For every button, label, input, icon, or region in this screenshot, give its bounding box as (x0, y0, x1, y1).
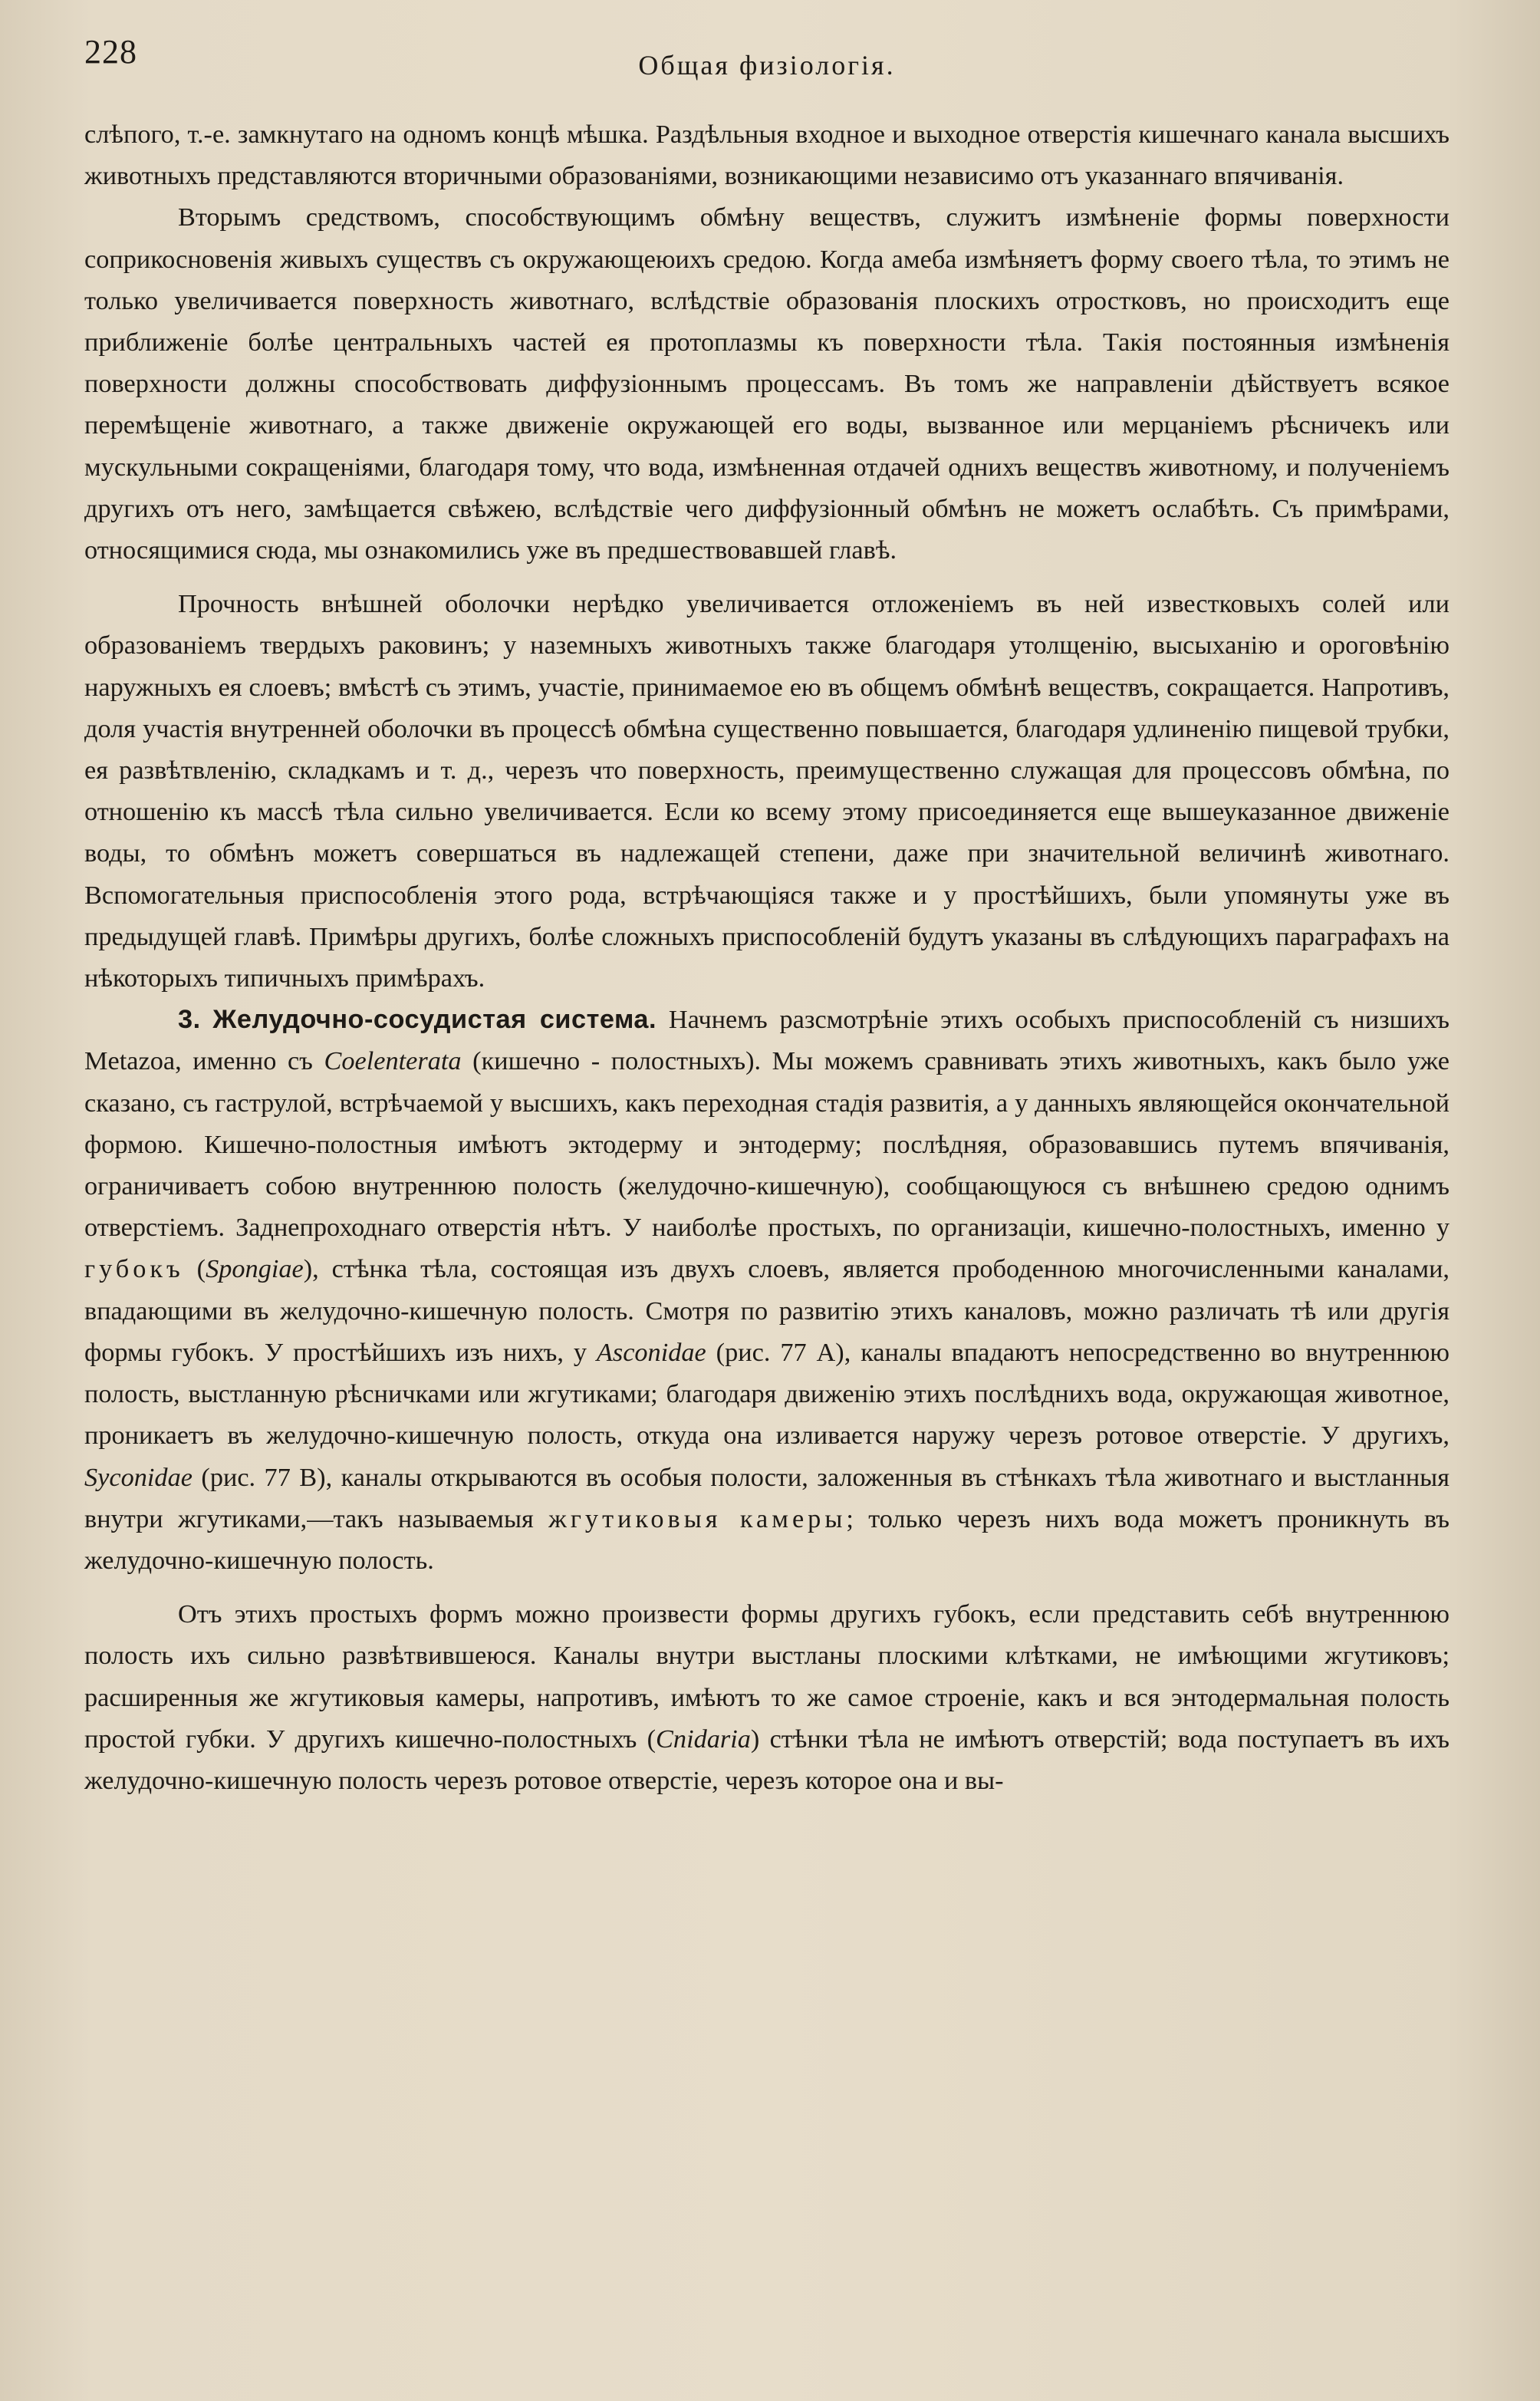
paragraph-gastrovascular-system: 3. Желудочно-сосудистая система. Начнемъ разсмотрѣніе этихъ особыхъ приспособленій съ низшихъ Metazoa, именно съ Coelenterata (кишечно - полостныхъ). Мы можемъ сравнивать этихъ животныхъ, какъ было уже сказано, съ гаструлой, встрѣчаемой у высшихъ, какъ переходная стадія развитія, а у данныхъ являющейся окончательной формою. Кишечно-полостныя имѣютъ эктодерму и энтодерму; послѣдняя, образовавшись путемъ впячиванія, ограничиваетъ собою внутреннюю полость (желудочно-кишечную), сообщающуюся съ внѣшнею средою однимъ отверстіемъ. Заднепроходнаго отверстія нѣтъ. У наиболѣе простыхъ, по организаціи, кишечно-полостныхъ, именно у губокъ (Spongiae), стѣнка тѣла, состоящая изъ двухъ слоевъ, является прободенною многочисленными каналами, впадающими въ желудочно-кишечную полость. Смотря по развитію этихъ каналовъ, можно различать тѣ или другія формы губокъ. У простѣйшихъ изъ нихъ, у Asconidae (рис. 77 A), каналы впадаютъ непосредственно во внутреннюю полость, выстланную рѣсничками или жгутиками; благодаря движенію этихъ послѣднихъ вода, окружающая животное, проникаетъ въ желудочно-кишечную полость, откуда она изливается наружу черезъ ротовое отверстіе. У другихъ, Syconidae (рис. 77 B), каналы открываются въ особыя полости, заложенныя въ стѣнкахъ тѣла животнаго и выстланныя внутри жгутиками,—такъ называемыя жгутиковыя камеры; только черезъ нихъ вода можетъ проникнуть въ желудочно-кишечную полость. (84, 1005, 1450, 1575)
term-flagellated-chambers: жгутиковыя камеры (548, 1504, 847, 1533)
section-number: 3. (178, 1005, 201, 1035)
body-text (84, 114, 1450, 1801)
taxon-syconidae: Syconidae (84, 1462, 192, 1492)
page-header (84, 28, 1450, 81)
section-heading: Желудочно-сосудистая система. (212, 1005, 657, 1035)
term-gubok: губокъ (84, 1254, 184, 1284)
running-title: Общая физіологія. (638, 50, 896, 81)
taxon-cnidaria: Cnidaria (656, 1724, 751, 1754)
paragraph-surface-change: Вторымъ средствомъ, способствующимъ обмѣну веществъ, служитъ измѣненіе формы поверхности соприкосновенія живыхъ существъ съ окружающеюихъ средою. Когда амеба измѣняетъ форму своего тѣла, то этимъ не только увеличивается поверхность животнаго, вслѣдствіе образованія плоскихъ отростковъ, но происходитъ еще приближеніе болѣе центральныхъ частей ея протоплазмы къ поверхности тѣла. Такія постоянныя измѣненія поверхности должны способствовать диффузіоннымъ процессамъ. Въ томъ же направленіи дѣйствуетъ всякое перемѣщеніе животнаго, а также движеніе окружающей его воды, вызванное или мерцаніемъ рѣсничекъ или мускульными сокращеніями, благодаря тому, что вода, измѣненная отдачей однихъ веществъ животному, и полученіемъ другихъ отъ него, замѣщается свѣжею, вслѣдствіе чего диффузіонный обмѣнъ не можетъ ослабѣть. Съ примѣрами, относящимися сюда, мы ознакомились уже въ предшествовавшей главѣ. (84, 203, 1450, 565)
paragraph-continuation: слѣпого, т.-е. замкнутаго на одномъ концѣ мѣшка. Раздѣльныя входное и выходное отверстія кишечнаго канала высшихъ животныхъ представляются вторичными образованіями, возникающими независимо отъ указаннаго впячиванія. (84, 120, 1450, 191)
taxon-coelenterata: Coelenterata (324, 1046, 462, 1076)
paragraph-outer-shell: Прочность внѣшней оболочки нерѣдко увеличивается отложеніемъ въ ней известковыхъ солей или образованіемъ твердыхъ раковинъ; у наземныхъ животныхъ также благодаря утолщенію, высыханію и ороговѣнію наружныхъ ея слоевъ; вмѣстѣ съ этимъ, участіе, принимаемое ею въ общемъ обмѣнѣ веществъ, сокращается. Напротивъ, доля участія внутренней оболочки въ процессѣ обмѣна существенно повышается, благодаря удлиненію пищевой трубки, ея развѣтвленію, складкамъ и т. д., черезъ что поверхность, преимущественно служащая для процессовъ обмѣна, по отношенію къ массѣ тѣла сильно увеличивается. Если ко всему этому присоединяется еще вышеуказанное движеніе воды, то обмѣнъ можетъ совершаться въ надлежащей степени, даже при значительной величинѣ животнаго. Вспомогательныя приспособленія этого рода, встрѣчающіяся также и у простѣйшихъ, были упомянуты уже въ предыдущей главѣ. Примѣры другихъ, болѣе сложныхъ приспособленій будутъ указаны въ слѣдующихъ параграфахъ на нѣкоторыхъ типичныхъ примѣрахъ. (84, 589, 1450, 993)
paragraph-sponge-forms: Отъ этихъ простыхъ формъ можно произвести формы другихъ губокъ, если представить себѣ внутреннюю полость ихъ сильно развѣтвившеюся. Каналы внутри выстланы плоскими клѣтками, не имѣющими жгутиковъ; расширенныя же жгутиковыя камеры, напротивъ, имѣютъ то же самое строеніе, какъ и вся энтодермальная полость простой губки. У другихъ кишечно-полостныхъ (Cnidaria) стѣнки тѣла не имѣютъ отверстій; вода поступаетъ въ ихъ желудочно-кишечную полость черезъ ротовое отверстіе, черезъ которое она и вы- (84, 1599, 1450, 1795)
page-number: 228 (84, 33, 137, 71)
taxon-asconidae: Asconidae (596, 1337, 706, 1367)
taxon-spongiae: Spongiae (206, 1254, 304, 1284)
